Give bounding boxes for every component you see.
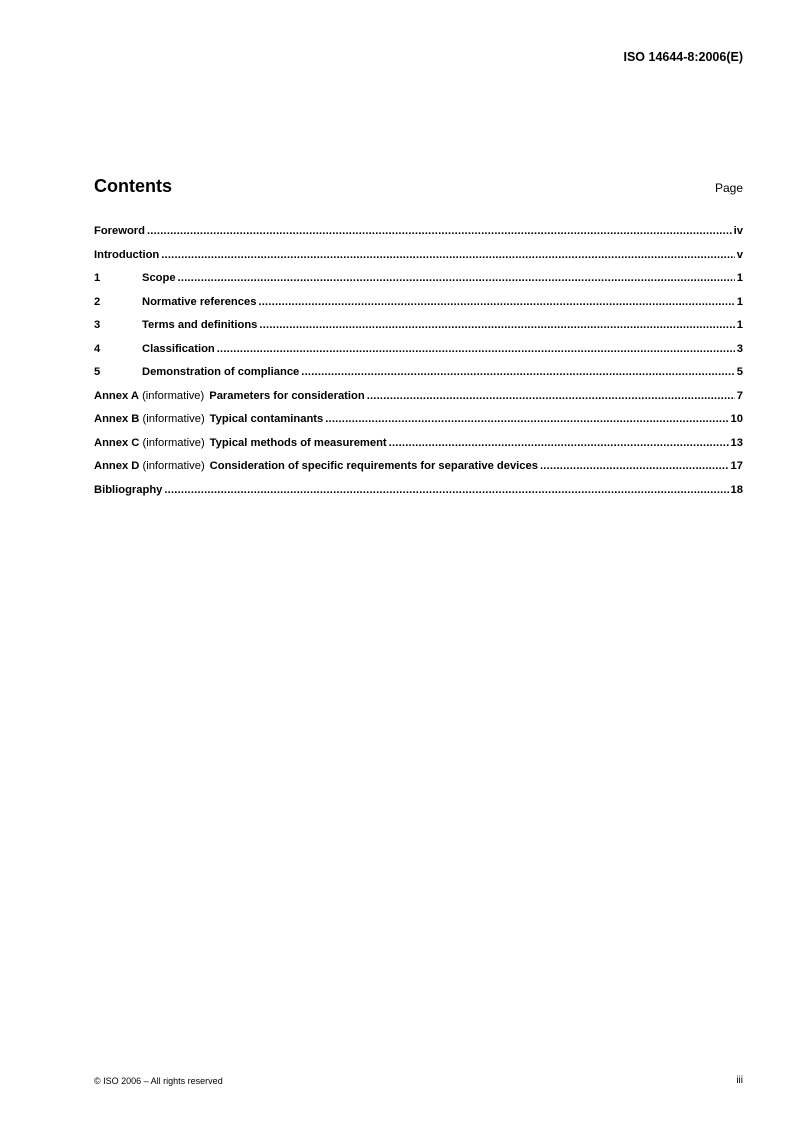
toc-entry-classification[interactable] — [94, 343, 743, 367]
toc-entry-annex-b[interactable] — [94, 413, 743, 437]
toc-annex-note: (informative) — [142, 389, 205, 402]
toc-annex-note: (informative) — [142, 436, 205, 449]
toc-number: 3 — [94, 319, 101, 331]
toc-entry-demonstration-of-compliance[interactable] — [94, 366, 743, 390]
toc-entry-annex-c[interactable] — [94, 437, 743, 461]
toc-annex-note: (informative) — [142, 460, 205, 472]
toc-page: 1 — [736, 319, 743, 331]
toc-entry-annex-d[interactable] — [94, 460, 743, 484]
toc-entry-normative-references[interactable] — [94, 296, 743, 320]
toc-entry-introduction[interactable] — [94, 249, 743, 273]
document-id: ISO 14644-8:2006(E) — [623, 50, 743, 64]
toc-page: v — [736, 248, 743, 261]
contents-heading: Contents — [94, 176, 172, 196]
toc-title: Typical methods of measurement — [209, 436, 387, 449]
toc-annex-id: Annex D — [94, 460, 140, 472]
toc-leader — [164, 484, 728, 496]
toc-title: Bibliography — [94, 483, 163, 496]
toc-page: 1 — [736, 295, 743, 308]
toc-title: Scope — [142, 272, 176, 284]
toc-entry-annex-a[interactable] — [94, 390, 743, 414]
toc-leader — [367, 390, 735, 402]
toc-number: 1 — [94, 272, 101, 284]
toc-leader — [178, 272, 735, 284]
toc-leader — [389, 437, 729, 449]
toc-page: 17 — [730, 460, 743, 472]
toc-leader — [259, 319, 734, 331]
toc-annex-id: Annex C — [94, 436, 140, 449]
toc-page: 5 — [736, 366, 743, 378]
toc-page: 18 — [730, 483, 743, 496]
table-of-contents — [94, 225, 743, 507]
toc-title: Consideration of specific requirements for separative devices — [209, 460, 538, 472]
toc-page: iv — [733, 225, 743, 237]
toc-title: Classification — [142, 342, 215, 355]
toc-leader — [217, 343, 735, 355]
toc-page: 3 — [736, 342, 743, 355]
toc-leader — [258, 296, 734, 308]
page-column-label: Page — [714, 181, 743, 195]
toc-entry-terms-and-definitions[interactable] — [94, 319, 743, 343]
toc-number: 5 — [94, 366, 101, 378]
toc-title: Introduction — [94, 248, 160, 261]
toc-title: Terms and definitions — [142, 319, 258, 331]
page-number: iii — [736, 1075, 743, 1086]
copyright-notice: © ISO 2006 – All rights reserved — [94, 1076, 223, 1086]
toc-page: 10 — [730, 413, 743, 425]
toc-annex-id: Annex B — [94, 413, 140, 425]
toc-leader — [325, 413, 728, 425]
toc-number: 4 — [94, 342, 101, 355]
toc-title: Normative references — [142, 295, 257, 308]
toc-entry-scope[interactable] — [94, 272, 743, 296]
toc-number: 2 — [94, 295, 101, 308]
toc-leader — [161, 249, 735, 261]
toc-entry-bibliography[interactable] — [94, 484, 743, 508]
toc-title: Foreword — [94, 225, 145, 237]
toc-title: Parameters for consideration — [209, 389, 365, 402]
toc-entry-foreword[interactable] — [94, 225, 743, 249]
toc-leader — [147, 225, 732, 237]
toc-leader — [301, 366, 734, 378]
toc-page: 7 — [736, 389, 743, 402]
toc-page: 13 — [730, 436, 743, 449]
toc-title: Typical contaminants — [209, 413, 324, 425]
toc-annex-id: Annex A — [94, 389, 139, 402]
toc-title: Demonstration of compliance — [142, 366, 300, 378]
toc-leader — [540, 460, 729, 472]
toc-annex-note: (informative) — [142, 413, 205, 425]
toc-page: 1 — [736, 272, 743, 284]
